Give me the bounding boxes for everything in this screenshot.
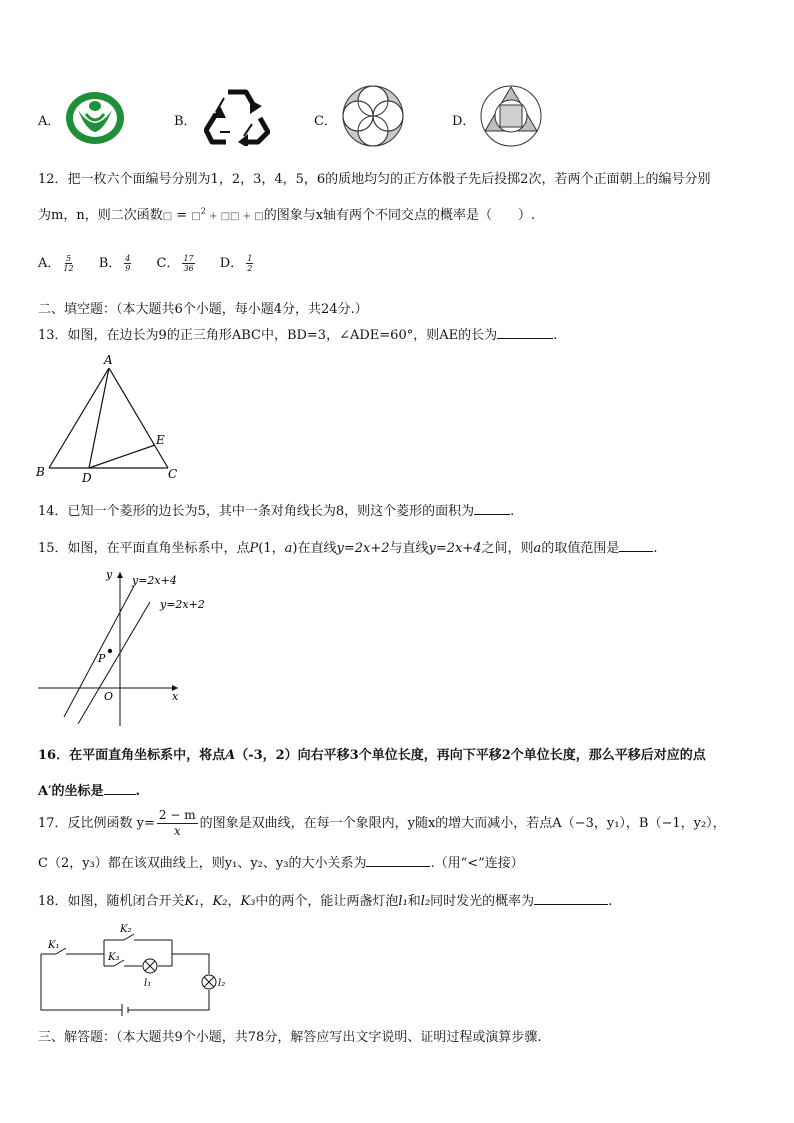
q16-end: . xyxy=(135,784,141,799)
q12-option-d-den: 2 xyxy=(247,264,253,273)
q18-circuit-l2: l₂ xyxy=(218,978,226,989)
q15-point: P xyxy=(249,541,259,556)
q13-triangle-figure xyxy=(34,350,194,490)
q15-pre: 15．如图，在平面直角坐标系中，点 xyxy=(38,541,250,556)
q18-k3: K₃ xyxy=(240,894,256,909)
q14-end: . xyxy=(510,504,515,519)
q11-option-d-label: D． xyxy=(452,114,476,129)
q14-text xyxy=(38,500,514,519)
green-food-logo xyxy=(64,90,126,150)
q12-func-box1: □ xyxy=(162,211,173,222)
circle-triangle-square-figure xyxy=(478,84,544,152)
q17-denominator: x xyxy=(173,824,181,838)
q15-mid1: )在直线 xyxy=(292,541,337,556)
q18-k2: K₂ xyxy=(212,894,228,909)
q12-option-a-num: 5 xyxy=(65,254,72,263)
q11-option-b-label: B． xyxy=(174,114,197,129)
q18-pre: 18．如图，随机闭合开关 xyxy=(38,894,185,909)
q13-label-b: B xyxy=(36,465,45,479)
q17-line2 xyxy=(38,852,524,871)
q15-point-a: a xyxy=(284,541,293,556)
q15-post: 的取值范围是 xyxy=(541,541,620,556)
q12-line2-pre: 为m，n，则二次函数 xyxy=(38,208,163,223)
q16-line2-pre: A′的坐标是 xyxy=(38,784,104,799)
q18-sep2: ， xyxy=(227,894,241,909)
section3-heading: 三、解答题：（本大题共9个小题，共78分，解答应写出文字说明、证明过程或演算步骤. xyxy=(38,1030,542,1045)
q11-option-c-label: C． xyxy=(314,114,337,129)
q12-line2-post: 的图象与x轴有两个不同交点的概率是（ ）. xyxy=(263,208,536,223)
q15-mid3: 之间，则 xyxy=(481,541,534,556)
q17-line1 xyxy=(38,808,726,839)
q12-option-b-den: 9 xyxy=(125,264,131,273)
q18-text xyxy=(38,890,612,909)
q12-option-a-label: A． xyxy=(38,256,61,271)
q17-fraction xyxy=(157,808,198,839)
q12-option-c-num: 17 xyxy=(183,254,194,263)
q12-func-eq: = xyxy=(172,208,192,223)
q12-option-a xyxy=(38,256,77,271)
q12-option-c xyxy=(157,256,198,271)
q13-label-d: D xyxy=(82,471,92,485)
q18-circuit-k2: K₂ xyxy=(120,924,132,935)
q18-k1: K₁ xyxy=(184,894,200,909)
q15-answer-blank xyxy=(619,539,653,552)
q15-var-a: a xyxy=(533,541,542,556)
q14-answer-blank xyxy=(474,502,510,515)
q12-func-sup: 2 xyxy=(200,206,206,216)
q18-and: 和 xyxy=(407,894,421,909)
q12-option-c-label: C． xyxy=(156,256,180,271)
q13-label-c: C xyxy=(168,467,178,481)
four-petal-circle-figure xyxy=(340,84,406,152)
q11-option-a-label: A． xyxy=(38,114,61,129)
q12-func-box2: □ xyxy=(191,211,201,222)
q12-line1: 12．把一枚六个面编号分别为1，2，3，4，5，6的质地均匀的正方体骰子先后投掷2次，若两个正面朝上的编号分别 xyxy=(38,172,711,187)
q18-sep1: ， xyxy=(199,894,213,909)
q18-circuit-l1: l₁ xyxy=(144,978,152,989)
q18-post: 同时发光的概率为 xyxy=(430,894,535,909)
q15-graph-x-label: x xyxy=(172,690,179,703)
q17-pre: 17．反比例函数 y= xyxy=(38,816,155,831)
q12-option-c-den: 36 xyxy=(183,264,194,273)
q15-text xyxy=(38,537,657,556)
q13-answer-blank xyxy=(497,326,553,339)
q12-func-rest: + □□ + □ xyxy=(205,211,264,222)
q16-line1-post: （-3，2）向右平移3个单位长度，再向下平移2个单位长度，那么平移后对应的点 xyxy=(235,748,706,763)
q12-line2 xyxy=(38,204,535,223)
q15-graph-y-label: y xyxy=(106,568,113,581)
q16-line1-pre: 16．在平面直角坐标系中，将点 xyxy=(38,748,226,763)
q12-options xyxy=(38,252,256,273)
q16-point: A xyxy=(225,748,236,763)
q16-line2 xyxy=(38,780,140,799)
q16-line1 xyxy=(38,744,706,763)
recycle-icon xyxy=(204,84,270,150)
q17-numerator: 2 − m xyxy=(158,808,196,822)
q13-end: . xyxy=(553,328,558,343)
q15-line1: y=2x+2 xyxy=(336,541,390,556)
q18-mid: 中的两个，能让两盏灯泡 xyxy=(255,894,399,909)
q15-point-coords: (1， xyxy=(258,541,285,556)
q15-graph-origin-label: O xyxy=(104,690,114,703)
q15-coordinate-graph xyxy=(34,562,224,736)
q17-line2-pre: C（2，y₃）都在该双曲线上，则y₁、y₂、y₃的大小关系为 xyxy=(38,856,367,871)
q18-circuit-k1: K₁ xyxy=(48,940,60,951)
q12-option-b-label: B． xyxy=(98,256,122,271)
q18-l2: l₂ xyxy=(420,894,431,909)
q12-option-b-num: 4 xyxy=(125,254,131,263)
section2-heading: 二、填空题：（本大题共6个小题，每小题4分，共24分.） xyxy=(38,302,368,317)
q18-end: . xyxy=(608,894,613,909)
q18-l1: l₁ xyxy=(398,894,408,909)
q12-option-d-num: 1 xyxy=(247,254,253,263)
q15-graph-p-label: P xyxy=(98,652,106,665)
q12-option-d xyxy=(220,256,257,271)
q17-answer-blank xyxy=(366,854,430,867)
q18-answer-blank xyxy=(534,892,608,905)
q15-mid2: 与直线 xyxy=(389,541,429,556)
q15-graph-line2-label: y=2x+2 xyxy=(160,598,205,611)
q18-circuit-k3: K₃ xyxy=(108,952,120,963)
q15-graph-line1-label: y=2x+4 xyxy=(132,574,177,587)
q15-end: . xyxy=(653,541,658,556)
q17-post: 的图象是双曲线，在每一个象限内，y随x的增大而减小，若点A（−3，y₁），B（−1，y₂）， xyxy=(199,816,726,831)
q16-answer-blank xyxy=(104,782,136,795)
q12-option-a-den: 12 xyxy=(63,264,74,273)
q15-line2: y=2x+4 xyxy=(428,541,482,556)
q13-label-a: A xyxy=(104,353,113,367)
q12-option-b xyxy=(99,256,135,271)
q14-question: 14．已知一个菱形的边长为5，其中一条对角线长为8，则这个菱形的面积为 xyxy=(38,504,475,519)
q13-label-e: E xyxy=(156,433,165,447)
q17-line2-post: .（用“<”连接） xyxy=(430,856,524,871)
q13-text xyxy=(38,324,557,343)
q13-question: 13．如图，在边长为9的正三角形ABC中，BD=3，∠ADE=60°，则AE的长为 xyxy=(38,328,498,343)
q12-option-d-label: D． xyxy=(219,256,244,271)
q18-circuit-diagram xyxy=(34,918,234,1022)
